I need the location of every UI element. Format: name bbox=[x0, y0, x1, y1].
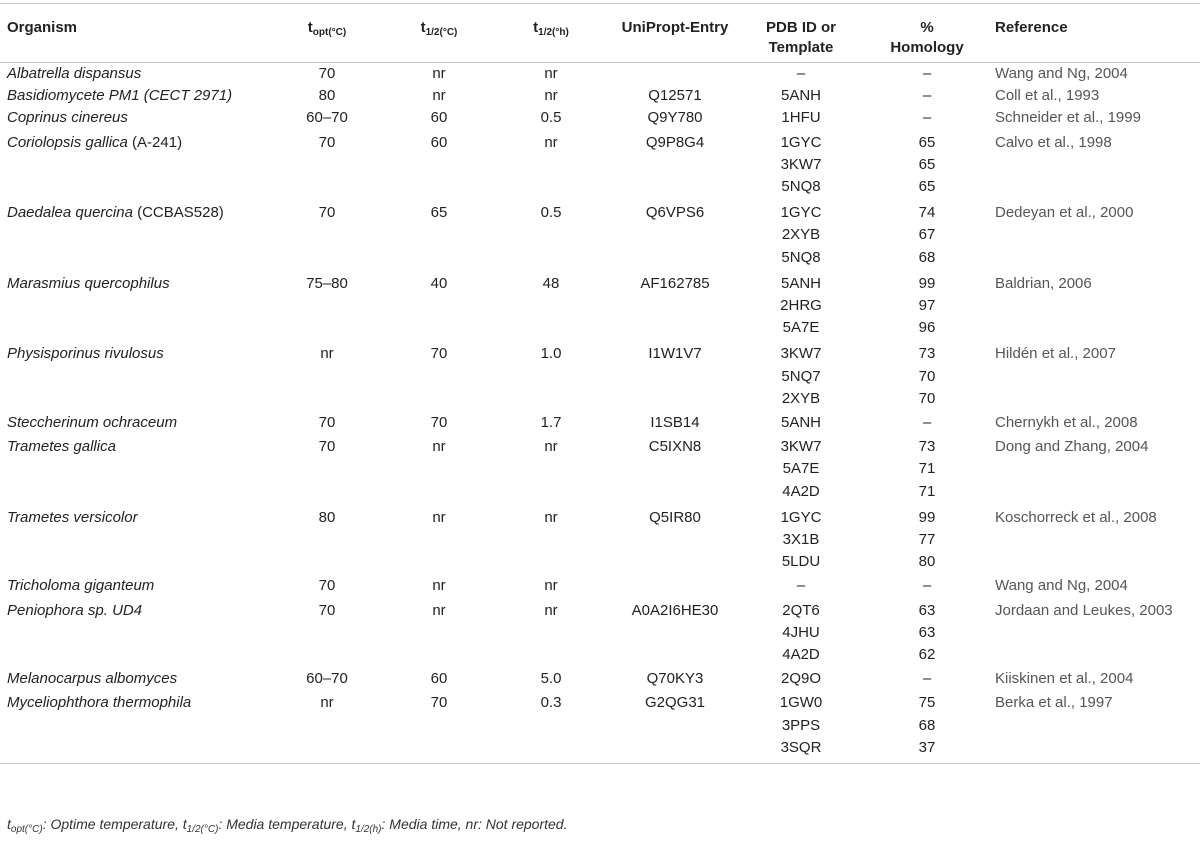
footnote-thalf-c-text: : Media temperature, bbox=[218, 816, 352, 832]
cell-pdb bbox=[740, 271, 862, 342]
cell-uniprot: C5IXN8 bbox=[648, 438, 702, 456]
header-thalf-c-main: t bbox=[420, 19, 426, 36]
header-topt-main: t bbox=[307, 19, 313, 36]
pdb-id: 2Q9O bbox=[780, 670, 822, 688]
cell-thalf-h: 0.5 bbox=[540, 109, 562, 127]
cell-reference: Coll et al., 1993 bbox=[995, 87, 1100, 105]
cell-thalf-c: nr bbox=[432, 601, 446, 619]
cell-organism bbox=[0, 107, 268, 129]
header-pdb bbox=[740, 4, 862, 63]
homology-value: 77 bbox=[918, 531, 936, 549]
footnote-thalf-h-main: t bbox=[351, 816, 356, 832]
pdb-id: 5ANH bbox=[780, 414, 821, 432]
pdb-id: 5LDU bbox=[781, 553, 821, 571]
table-row bbox=[0, 434, 1200, 505]
organism-name: Daedalea quercina bbox=[7, 204, 133, 222]
cell-organism bbox=[0, 341, 268, 412]
cell-uniprot: Q6VPS6 bbox=[645, 204, 705, 222]
pdb-id: 1HFU bbox=[781, 109, 821, 127]
table-row bbox=[0, 598, 1200, 669]
header-thalf-h bbox=[492, 4, 610, 63]
header-homology-line1: % bbox=[920, 19, 934, 36]
cell-thalf-h: nr bbox=[544, 601, 558, 619]
cell-reference: Dedeyan et al., 2000 bbox=[995, 204, 1134, 222]
organism-name: Peniophora sp. UD4 bbox=[7, 601, 143, 619]
homology-value: 99 bbox=[918, 508, 936, 526]
cell-pdb bbox=[740, 412, 862, 434]
homology-value: – bbox=[922, 65, 932, 82]
cell-thalf-c: nr bbox=[432, 87, 446, 105]
pdb-id: – bbox=[796, 65, 806, 82]
cell-organism bbox=[0, 130, 268, 201]
cell-topt: 70 bbox=[318, 414, 336, 432]
cell-organism bbox=[0, 598, 268, 669]
organism-name: Trametes gallica bbox=[7, 438, 116, 456]
footnote bbox=[7, 816, 567, 835]
pdb-id: 5NQ8 bbox=[781, 178, 821, 196]
cell-topt: 80 bbox=[318, 508, 336, 526]
homology-value: – bbox=[922, 87, 932, 105]
cell-uniprot: Q12571 bbox=[648, 87, 702, 105]
organism-name: Tricholoma giganteum bbox=[7, 577, 155, 595]
homology-value: 80 bbox=[918, 553, 936, 571]
cell-homology bbox=[862, 690, 992, 763]
table-row bbox=[0, 668, 1200, 690]
cell-topt: 70 bbox=[318, 204, 336, 222]
cell-topt: 70 bbox=[318, 438, 336, 456]
cell-reference: Wang and Ng, 2004 bbox=[995, 65, 1128, 82]
cell-uniprot: AF162785 bbox=[640, 274, 710, 292]
cell-uniprot bbox=[610, 575, 740, 597]
homology-value: 97 bbox=[918, 297, 936, 315]
cell-pdb bbox=[740, 434, 862, 505]
cell-thalf-c: 60 bbox=[430, 670, 448, 688]
cell-homology bbox=[862, 434, 992, 505]
pdb-id: 3X1B bbox=[782, 531, 820, 549]
table-row bbox=[0, 200, 1200, 271]
pdb-id: 5ANH bbox=[780, 274, 821, 292]
cell-thalf-c: nr bbox=[432, 438, 446, 456]
pdb-id: 5ANH bbox=[780, 87, 821, 105]
cell-reference: Wang and Ng, 2004 bbox=[995, 577, 1128, 595]
organism-name: Myceliophthora thermophila bbox=[7, 694, 192, 712]
cell-uniprot: I1SB14 bbox=[650, 414, 700, 432]
pdb-id: 3SQR bbox=[780, 738, 822, 756]
cell-uniprot: A0A2I6HE30 bbox=[631, 601, 719, 619]
cell-thalf-h: 5.0 bbox=[540, 670, 562, 688]
table-row bbox=[0, 505, 1200, 576]
cell-reference: Jordaan and Leukes, 2003 bbox=[995, 601, 1173, 619]
cell-topt: 60–70 bbox=[306, 109, 348, 127]
header-topt bbox=[268, 4, 386, 63]
cell-topt: nr bbox=[320, 345, 334, 363]
cell-thalf-c: nr bbox=[432, 508, 446, 526]
organism-strain: (CCBAS528) bbox=[132, 204, 224, 222]
organism-name: Melanocarpus albomyces bbox=[7, 670, 178, 688]
homology-value: – bbox=[922, 670, 932, 688]
cell-thalf-c: nr bbox=[432, 65, 446, 82]
cell-reference: Chernykh et al., 2008 bbox=[995, 414, 1138, 432]
homology-value: 68 bbox=[918, 248, 936, 266]
homology-value: 96 bbox=[918, 319, 936, 337]
table-row bbox=[0, 85, 1200, 107]
cell-pdb bbox=[740, 505, 862, 576]
pdb-id: 3KW7 bbox=[780, 155, 822, 173]
homology-value: – bbox=[922, 414, 932, 432]
cell-pdb bbox=[740, 200, 862, 271]
homology-value: 65 bbox=[918, 178, 936, 196]
cell-homology bbox=[862, 412, 992, 434]
pdb-id: 4A2D bbox=[782, 482, 820, 500]
cell-pdb bbox=[740, 63, 862, 86]
homology-value: 70 bbox=[918, 367, 936, 385]
cell-topt: 75–80 bbox=[306, 274, 348, 292]
cell-organism bbox=[0, 85, 268, 107]
pdb-id: 4JHU bbox=[782, 623, 820, 641]
homology-value: 71 bbox=[918, 460, 936, 478]
cell-reference: Berka et al., 1997 bbox=[992, 690, 1200, 763]
homology-value: 37 bbox=[918, 738, 936, 756]
cell-organism bbox=[0, 63, 268, 86]
header-homology-line2: Homology bbox=[890, 39, 964, 56]
cell-homology bbox=[862, 598, 992, 669]
homology-value: – bbox=[922, 577, 932, 595]
header-organism: Organism bbox=[0, 4, 268, 63]
cell-homology bbox=[862, 505, 992, 576]
header-thalf-h-sub: 1/2(°h) bbox=[538, 27, 569, 38]
homology-value: 74 bbox=[918, 204, 936, 222]
cell-organism bbox=[0, 575, 268, 597]
homology-value: – bbox=[922, 109, 932, 127]
cell-homology bbox=[862, 107, 992, 129]
cell-thalf-h: 1.7 bbox=[540, 414, 562, 432]
pdb-id: 5NQ8 bbox=[781, 248, 821, 266]
cell-thalf-c: 65 bbox=[430, 204, 448, 222]
cell-thalf-h: nr bbox=[544, 508, 558, 526]
homology-value: 65 bbox=[918, 155, 936, 173]
pdb-id: 5A7E bbox=[782, 319, 820, 337]
pdb-id: 2QT6 bbox=[782, 601, 820, 619]
cell-thalf-c: 70 bbox=[430, 345, 448, 363]
cell-homology bbox=[862, 85, 992, 107]
pdb-id: 3PPS bbox=[781, 716, 821, 734]
cell-uniprot: Q9Y780 bbox=[647, 109, 703, 127]
cell-organism bbox=[0, 200, 268, 271]
table-row bbox=[0, 107, 1200, 129]
homology-value: 99 bbox=[918, 274, 936, 292]
organism-name: Steccherinum ochraceum bbox=[7, 414, 178, 432]
homology-value: 73 bbox=[918, 438, 936, 456]
cell-pdb bbox=[740, 341, 862, 412]
cell-thalf-h: 0.5 bbox=[540, 204, 562, 222]
pdb-id: 1GW0 bbox=[779, 694, 823, 712]
cell-pdb bbox=[740, 85, 862, 107]
cell-homology bbox=[862, 200, 992, 271]
table-row bbox=[0, 412, 1200, 434]
pdb-id: 5A7E bbox=[782, 460, 820, 478]
header-thalf-h-main: t bbox=[533, 19, 539, 36]
homology-value: 63 bbox=[918, 623, 936, 641]
pdb-id: 3KW7 bbox=[780, 438, 822, 456]
pdb-id: 1GYC bbox=[780, 133, 822, 151]
cell-reference: Schneider et al., 1999 bbox=[995, 109, 1141, 127]
header-uniprot: UniPropt-Entry bbox=[610, 4, 740, 63]
homology-value: 70 bbox=[918, 389, 936, 407]
homology-value: 67 bbox=[918, 226, 936, 244]
cell-organism bbox=[0, 668, 268, 690]
cell-thalf-c: 60 bbox=[430, 133, 448, 151]
cell-organism bbox=[0, 505, 268, 576]
pdb-id: 5NQ7 bbox=[781, 367, 821, 385]
header-thalf-c-sub: 1/2(°C) bbox=[425, 27, 458, 38]
header-homology bbox=[862, 4, 992, 63]
cell-homology bbox=[862, 271, 992, 342]
organism-strain: (A-241) bbox=[127, 133, 183, 151]
homology-value: 62 bbox=[918, 646, 936, 664]
homology-value: 65 bbox=[918, 133, 936, 151]
cell-uniprot: Q5IR80 bbox=[649, 508, 701, 526]
cell-organism bbox=[0, 434, 268, 505]
cell-pdb bbox=[740, 130, 862, 201]
cell-uniprot: Q70KY3 bbox=[646, 670, 704, 688]
cell-thalf-h: nr bbox=[544, 65, 558, 82]
cell-uniprot: I1W1V7 bbox=[648, 345, 702, 363]
cell-organism bbox=[0, 412, 268, 434]
cell-homology bbox=[862, 668, 992, 690]
cell-reference: Koschorreck et al., 2008 bbox=[995, 508, 1157, 526]
header-topt-sub: opt(°C) bbox=[312, 27, 347, 38]
cell-pdb bbox=[740, 598, 862, 669]
header-pdb-line1: PDB ID or bbox=[765, 19, 836, 36]
pdb-id: – bbox=[796, 577, 806, 595]
organism-name: Coprinus cinereus bbox=[7, 109, 128, 127]
cell-homology bbox=[862, 575, 992, 597]
cell-thalf-h: 0.3 bbox=[492, 690, 610, 763]
cell-thalf-h: nr bbox=[544, 577, 558, 595]
homology-value: 75 bbox=[918, 694, 936, 712]
header-row bbox=[0, 4, 1200, 63]
pdb-id: 3KW7 bbox=[780, 345, 822, 363]
cell-thalf-c: 70 bbox=[430, 414, 448, 432]
table-body bbox=[0, 63, 1200, 764]
cell-organism bbox=[0, 690, 268, 763]
cell-pdb bbox=[740, 575, 862, 597]
cell-reference: Hildén et al., 2007 bbox=[995, 345, 1116, 363]
cell-homology bbox=[862, 130, 992, 201]
header-reference: Reference bbox=[992, 4, 1200, 63]
cell-homology bbox=[862, 341, 992, 412]
cell-topt: nr bbox=[268, 690, 386, 763]
cell-topt: 80 bbox=[318, 87, 336, 105]
cell-thalf-h: 1.0 bbox=[540, 345, 562, 363]
table-row bbox=[0, 130, 1200, 201]
cell-topt: 70 bbox=[318, 65, 336, 82]
cell-topt: 60–70 bbox=[306, 670, 348, 688]
cell-thalf-h: 48 bbox=[542, 274, 560, 292]
pdb-id: 1GYC bbox=[780, 204, 822, 222]
cell-thalf-c: 60 bbox=[430, 109, 448, 127]
cell-topt: 70 bbox=[318, 577, 336, 595]
cell-reference: Dong and Zhang, 2004 bbox=[995, 438, 1149, 456]
organism-name: Physisporinus rivulosus bbox=[7, 345, 164, 363]
cell-thalf-h: nr bbox=[544, 133, 558, 151]
footnote-thalf-c-sub: 1/2(°C) bbox=[186, 824, 219, 835]
organism-name: Albatrella dispansus bbox=[7, 65, 142, 82]
homology-value: 68 bbox=[918, 716, 936, 734]
cell-topt: 70 bbox=[318, 601, 336, 619]
homology-value: 63 bbox=[918, 601, 936, 619]
table-row bbox=[0, 271, 1200, 342]
cell-thalf-h: nr bbox=[544, 438, 558, 456]
cell-uniprot bbox=[610, 63, 740, 86]
organism-name: Trametes versicolor bbox=[7, 508, 138, 526]
organism-name: Coriolopsis gallica bbox=[7, 133, 128, 151]
pdb-id: 1GYC bbox=[780, 508, 822, 526]
footnote-thalf-c-main: t bbox=[182, 816, 187, 832]
footnote-thalf-h-sub: 1/2(h) bbox=[355, 824, 382, 835]
cell-reference: Kiiskinen et al., 2004 bbox=[995, 670, 1134, 688]
cell-pdb bbox=[740, 107, 862, 129]
footnote-topt-sub: opt(°C) bbox=[10, 824, 43, 835]
cell-topt: 70 bbox=[318, 133, 336, 151]
cell-homology bbox=[862, 63, 992, 86]
homology-value: 71 bbox=[918, 482, 936, 500]
cell-uniprot: Q9P8G4 bbox=[645, 133, 705, 151]
cell-reference: Baldrian, 2006 bbox=[995, 274, 1092, 292]
cell-thalf-h: nr bbox=[544, 87, 558, 105]
cell-thalf-c: 70 bbox=[386, 690, 492, 763]
pdb-id: 2XYB bbox=[781, 389, 821, 407]
footnote-topt-main: t bbox=[7, 816, 11, 832]
footnote-thalf-h-text: : Media time, nr: Not reported. bbox=[381, 816, 568, 832]
pdb-id: 2HRG bbox=[780, 297, 822, 315]
pdb-id: 4A2D bbox=[782, 646, 820, 664]
table-row bbox=[0, 690, 1200, 763]
cell-uniprot: G2QG31 bbox=[610, 690, 740, 763]
organism-name: Marasmius quercophilus bbox=[7, 274, 170, 292]
cell-thalf-c: nr bbox=[432, 577, 446, 595]
header-thalf-c bbox=[386, 4, 492, 63]
cell-reference: Calvo et al., 1998 bbox=[995, 133, 1112, 151]
homology-value: 73 bbox=[918, 345, 936, 363]
table-row bbox=[0, 63, 1200, 86]
footnote-topt-text: : Optime temperature, bbox=[42, 816, 183, 832]
header-pdb-line2: Template bbox=[768, 39, 834, 56]
cell-pdb bbox=[740, 668, 862, 690]
organism-name: Basidiomycete PM1 (CECT 2971) bbox=[7, 87, 233, 105]
cell-thalf-c: 40 bbox=[430, 274, 448, 292]
cell-organism bbox=[0, 271, 268, 342]
laccase-table bbox=[0, 3, 1200, 764]
table-row bbox=[0, 341, 1200, 412]
table-row bbox=[0, 575, 1200, 597]
pdb-id: 2XYB bbox=[781, 226, 821, 244]
cell-pdb bbox=[740, 690, 862, 763]
